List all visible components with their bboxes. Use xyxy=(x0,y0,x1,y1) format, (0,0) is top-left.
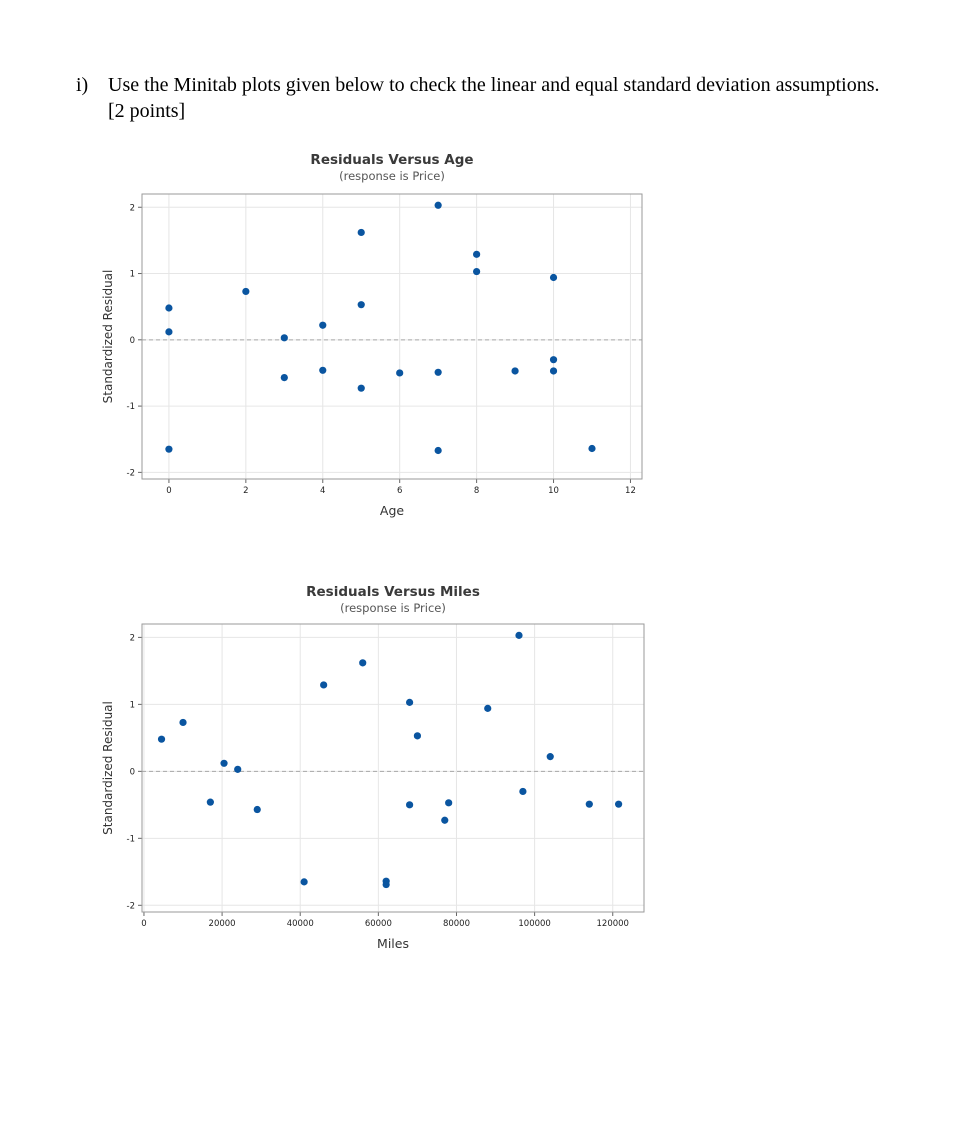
x-tick-label: 100000 xyxy=(518,919,551,929)
residuals-vs-age-plot xyxy=(0,145,969,525)
data-point xyxy=(207,799,214,806)
data-point xyxy=(586,801,593,808)
data-point xyxy=(435,447,442,454)
data-point xyxy=(515,632,522,639)
data-point xyxy=(254,806,261,813)
y-tick-label: 1 xyxy=(129,269,135,280)
data-point xyxy=(319,322,326,329)
x-tick-label: 0 xyxy=(141,919,147,929)
data-point xyxy=(158,736,165,743)
x-tick-label: 10 xyxy=(548,486,559,496)
data-point xyxy=(414,732,421,739)
data-point xyxy=(547,753,554,760)
y-tick-label: 0 xyxy=(129,335,135,346)
x-tick-label: 6 xyxy=(396,486,403,496)
data-point xyxy=(473,251,480,258)
x-tick-label: 8 xyxy=(473,486,480,496)
data-point xyxy=(445,799,452,806)
residuals-vs-miles-plot xyxy=(0,577,969,957)
data-point xyxy=(511,367,518,374)
data-point xyxy=(165,328,172,335)
x-tick-label: 12 xyxy=(625,486,636,496)
question-points: [2 points] xyxy=(108,100,186,122)
data-point xyxy=(358,385,365,392)
data-point xyxy=(281,374,288,381)
x-tick-label: 2 xyxy=(243,486,249,496)
chart-title: Residuals Versus Age xyxy=(310,152,474,168)
x-tick-label: 120000 xyxy=(596,919,629,929)
data-point xyxy=(406,699,413,706)
y-tick-label: -1 xyxy=(126,834,135,845)
data-point xyxy=(484,705,491,712)
data-point xyxy=(519,788,526,795)
x-axis-label: Age xyxy=(379,503,405,518)
data-point xyxy=(358,301,365,308)
question-number: i) xyxy=(76,74,89,96)
data-point xyxy=(441,817,448,824)
x-tick-label: 80000 xyxy=(442,919,471,929)
data-point xyxy=(383,881,390,888)
y-axis-label: Standardized Residual xyxy=(101,701,115,835)
y-tick-label: 1 xyxy=(129,700,135,711)
data-point xyxy=(473,268,480,275)
data-point xyxy=(220,760,227,767)
chart-subtitle: (response is Price) xyxy=(340,601,446,615)
data-point xyxy=(588,445,595,452)
data-point xyxy=(320,681,327,688)
data-point xyxy=(234,766,241,773)
plot-area xyxy=(142,624,644,912)
data-point xyxy=(435,202,442,209)
question-text: Use the Minitab plots given below to check the linear and equal standard deviation assumptions. xyxy=(108,74,880,96)
data-point xyxy=(550,274,557,281)
y-tick-label: 2 xyxy=(129,203,135,214)
data-point xyxy=(319,367,326,374)
y-tick-label: -1 xyxy=(126,402,135,413)
data-point xyxy=(406,801,413,808)
data-point xyxy=(281,334,288,341)
data-point xyxy=(435,369,442,376)
chart-title: Residuals Versus Miles xyxy=(306,584,480,600)
y-tick-label: -2 xyxy=(126,468,135,479)
data-point xyxy=(165,304,172,311)
chart-subtitle: (response is Price) xyxy=(339,169,445,183)
x-axis-label: Miles xyxy=(377,936,409,951)
data-point xyxy=(179,719,186,726)
data-point xyxy=(550,367,557,374)
data-point xyxy=(242,288,249,295)
data-point xyxy=(301,878,308,885)
y-axis-label: Standardized Residual xyxy=(101,269,115,404)
y-tick-label: 0 xyxy=(129,767,135,778)
data-point xyxy=(165,446,172,453)
data-point xyxy=(396,369,403,376)
y-tick-label: -2 xyxy=(126,901,135,912)
x-tick-label: 20000 xyxy=(208,919,236,929)
x-tick-label: 40000 xyxy=(286,919,314,929)
data-point xyxy=(550,356,557,363)
plot-area xyxy=(142,194,642,479)
data-point xyxy=(359,659,366,666)
data-point xyxy=(358,229,365,236)
x-tick-label: 0 xyxy=(166,486,172,496)
x-tick-label: 4 xyxy=(320,486,326,496)
y-tick-label: 2 xyxy=(129,633,135,644)
x-tick-label: 60000 xyxy=(364,919,392,929)
data-point xyxy=(615,801,622,808)
